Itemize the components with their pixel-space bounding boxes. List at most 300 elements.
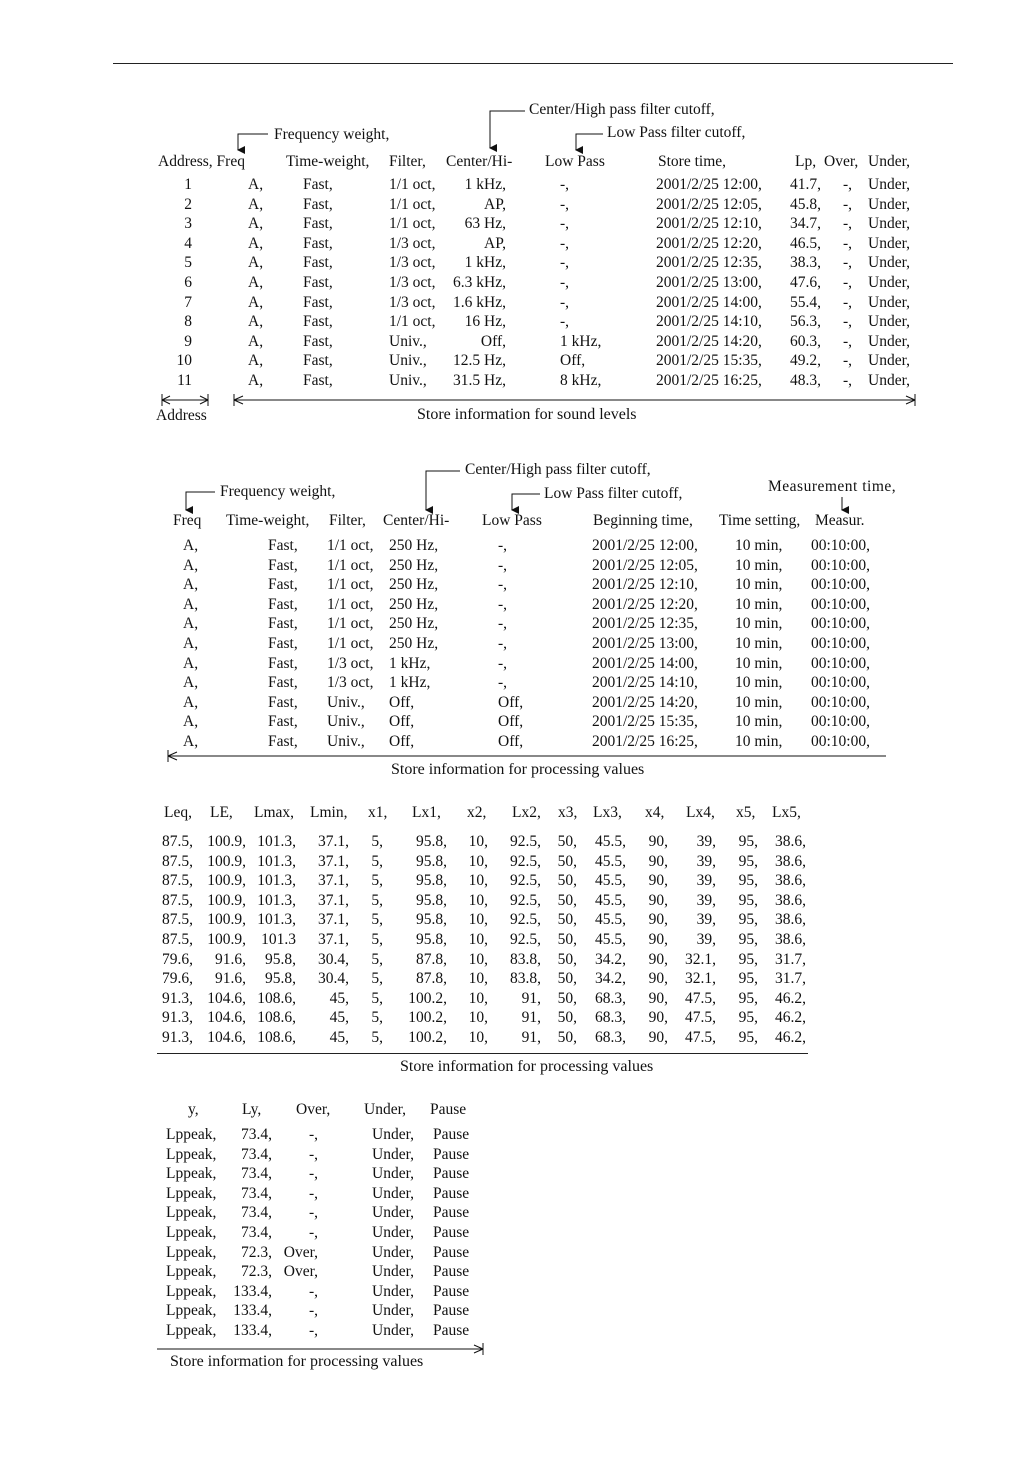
table-cell: -, <box>843 254 853 271</box>
table-cell: 10 min, <box>735 576 783 593</box>
table-cell: 92.5, <box>510 892 541 909</box>
annot-frequency-weight-2: Frequency weight, <box>220 483 336 500</box>
table-cell: Univ., <box>327 713 365 730</box>
table-cell: 31.5 Hz, <box>453 372 506 389</box>
table-cell: 100.9, <box>207 853 246 870</box>
table-cell: Off, <box>560 352 586 369</box>
table-cell: 1 kHz, <box>464 254 506 271</box>
table-cell: 72.3, <box>241 1244 272 1261</box>
table-cell: 00:10:00, <box>811 615 870 632</box>
table-cell: Under, <box>868 372 910 389</box>
table-cell: 8 kHz, <box>560 372 602 389</box>
table-cell: 1/3 oct, <box>327 655 374 672</box>
table-cell: 91.3, <box>162 1009 193 1026</box>
table-cell: 5, <box>371 1009 383 1026</box>
table-cell: 90, <box>648 931 668 948</box>
table-cell: Fast, <box>303 372 333 389</box>
table-cell: 95.8, <box>416 911 447 928</box>
table-cell: 101.3, <box>257 833 296 850</box>
table-cell: 2001/2/25 12:20, <box>656 235 762 252</box>
table-cell: -, <box>843 294 853 311</box>
table-cell: 30.4, <box>318 951 349 968</box>
column-header: Address, Freq <box>158 153 245 170</box>
table-cell: 50, <box>557 1009 577 1026</box>
table-cell: 2001/2/25 12:05, <box>656 196 762 213</box>
table-cell: 90, <box>648 1029 668 1046</box>
table-cell: -, <box>308 1204 318 1221</box>
table-cell: 5, <box>371 931 383 948</box>
table-cell: 2001/2/25 12:10, <box>656 215 762 232</box>
table-cell: 2001/2/25 12:20, <box>592 596 698 613</box>
table-cell: Fast, <box>303 196 333 213</box>
annot-frequency-weight: Frequency weight, <box>274 126 390 143</box>
table-cell: 5, <box>371 833 383 850</box>
table-cell: Over, <box>283 1263 318 1280</box>
table-cell: 95, <box>738 951 758 968</box>
table-cell: 6.3 kHz, <box>453 274 506 291</box>
table-cell: -, <box>498 596 508 613</box>
table-cell: 39, <box>696 931 716 948</box>
table-cell: 79.6, <box>162 970 193 987</box>
sec1-caption: Store information for sound levels <box>417 406 637 423</box>
table-cell: -, <box>560 313 570 330</box>
table-cell: Fast, <box>303 254 333 271</box>
column-header: Lx4, <box>686 804 715 821</box>
column-header: Lmin, <box>310 804 348 821</box>
table-cell: 91.3, <box>162 1029 193 1046</box>
table-cell: -, <box>560 254 570 271</box>
table-cell: -, <box>560 294 570 311</box>
table-cell: 2001/2/25 14:20, <box>592 694 698 711</box>
table-cell: 2001/2/25 12:35, <box>656 254 762 271</box>
table-cell: 10, <box>468 853 488 870</box>
table-cell: A, <box>183 557 199 574</box>
table-cell: 87.5, <box>162 853 193 870</box>
table-cell: 39, <box>696 911 716 928</box>
table-cell: 104.6, <box>207 990 246 1007</box>
table-cell: 45, <box>329 1029 349 1046</box>
table-cell: Pause <box>433 1146 470 1163</box>
table-cell: 73.4, <box>241 1204 272 1221</box>
table-cell: -, <box>843 352 853 369</box>
table-cell: Fast, <box>303 294 333 311</box>
table-cell: 45.5, <box>595 931 626 948</box>
table-cell: -, <box>498 655 508 672</box>
table-cell: 50, <box>557 911 577 928</box>
table-cell: Under, <box>868 352 910 369</box>
table-cell: Over, <box>283 1244 318 1261</box>
table-cell: Under, <box>868 235 910 252</box>
table-cell: 100.9, <box>207 833 246 850</box>
table-cell: 50, <box>557 892 577 909</box>
table-cell: 37.1, <box>318 853 349 870</box>
table-cell: Univ., <box>389 372 427 389</box>
table-cell: 73.4, <box>241 1126 272 1143</box>
column-header: Measur. <box>815 512 865 529</box>
table-cell: 2001/2/25 13:00, <box>656 274 762 291</box>
table-cell: 95, <box>738 1009 758 1026</box>
table-cell: Off, <box>498 694 524 711</box>
table-cell: A, <box>183 733 199 750</box>
table-cell: 45.5, <box>595 911 626 928</box>
table-cell: Under, <box>868 215 910 232</box>
table-cell: Under, <box>372 1126 414 1143</box>
table-cell: -, <box>308 1126 318 1143</box>
table-cell: 4 <box>184 235 192 252</box>
table-cell: Fast, <box>268 694 298 711</box>
table-cell: Off, <box>389 713 415 730</box>
table-cell: A, <box>248 352 264 369</box>
column-header: x5, <box>736 804 756 821</box>
table-cell: 95, <box>738 1029 758 1046</box>
table-cell: Lppeak, <box>166 1185 217 1202</box>
table-cell: -, <box>308 1224 318 1241</box>
table-cell: Fast, <box>303 313 333 330</box>
table-cell: 91, <box>521 990 541 1007</box>
table-cell: 133.4, <box>233 1283 272 1300</box>
table-cell: 91, <box>521 1009 541 1026</box>
table-cell: 100.9, <box>207 872 246 889</box>
table-cell: 1/3 oct, <box>389 274 436 291</box>
table-cell: Pause <box>433 1244 470 1261</box>
table-cell: 68.3, <box>595 1009 626 1026</box>
table-cell: -, <box>498 576 508 593</box>
table-cell: 60.3, <box>790 333 821 350</box>
table-cell: 38.6, <box>775 892 806 909</box>
column-header: x4, <box>645 804 665 821</box>
table-cell: Pause <box>433 1165 470 1182</box>
table-cell: 37.1, <box>318 931 349 948</box>
table-cell: 100.2, <box>408 1009 447 1026</box>
table-cell: Univ., <box>327 733 365 750</box>
table-cell: Fast, <box>268 674 298 691</box>
table-cell: -, <box>843 372 853 389</box>
table-cell: 95, <box>738 911 758 928</box>
column-header: x1, <box>368 804 388 821</box>
table-cell: 101.3 <box>261 931 296 948</box>
table-cell: 1 <box>184 176 192 193</box>
table-cell: 5, <box>371 990 383 1007</box>
table-cell: 45.5, <box>595 833 626 850</box>
table-cell: 00:10:00, <box>811 655 870 672</box>
table-cell: A, <box>248 372 264 389</box>
table-cell: 5, <box>371 872 383 889</box>
table-cell: 10, <box>468 951 488 968</box>
column-header: Center/Hi- <box>446 153 513 170</box>
table-cell: 34.7, <box>790 215 821 232</box>
table-cell: -, <box>308 1185 318 1202</box>
table-cell: 108.6, <box>257 990 296 1007</box>
table-cell: 10 min, <box>735 674 783 691</box>
table-cell: Fast, <box>303 235 333 252</box>
table-cell: 2 <box>184 196 192 213</box>
table-cell: Univ., <box>389 333 427 350</box>
table-cell: 83.8, <box>510 970 541 987</box>
table-cell: A, <box>248 176 264 193</box>
table-cell: Under, <box>372 1283 414 1300</box>
table-cell: 250 Hz, <box>389 576 439 593</box>
table-cell: -, <box>843 176 853 193</box>
column-header: Over, <box>824 153 859 170</box>
table-cell: -, <box>560 215 570 232</box>
table-cell: 90, <box>648 853 668 870</box>
table-cell: 73.4, <box>241 1165 272 1182</box>
table-cell: Under, <box>372 1322 414 1339</box>
table-cell: 10 <box>176 352 192 369</box>
sec3-rule <box>157 1053 808 1054</box>
table-cell: 73.4, <box>241 1185 272 1202</box>
table-cell: 2001/2/25 12:00, <box>656 176 762 193</box>
table-cell: 91.6, <box>215 951 246 968</box>
table-cell: Fast, <box>268 596 298 613</box>
table-cell: 38.6, <box>775 911 806 928</box>
table-cell: 1/1 oct, <box>389 313 436 330</box>
table-cell: 10, <box>468 1029 488 1046</box>
table-cell: 68.3, <box>595 990 626 1007</box>
table-cell: 95.8, <box>416 853 447 870</box>
table-cell: -, <box>308 1165 318 1182</box>
table-cell: 95.8, <box>265 970 296 987</box>
table-cell: 38.6, <box>775 872 806 889</box>
table-cell: Fast, <box>268 655 298 672</box>
table-cell: Under, <box>372 1185 414 1202</box>
table-cell: 250 Hz, <box>389 635 439 652</box>
table-cell: 45, <box>329 990 349 1007</box>
table-cell: 39, <box>696 872 716 889</box>
table-cell: 34.2, <box>595 951 626 968</box>
table-cell: Lppeak, <box>166 1126 217 1143</box>
table-cell: 63 Hz, <box>464 215 506 232</box>
table-cell: 45.5, <box>595 853 626 870</box>
table-cell: A, <box>183 576 199 593</box>
table-cell: 95, <box>738 833 758 850</box>
table-cell: 250 Hz, <box>389 557 439 574</box>
table-cell: A, <box>248 313 264 330</box>
table-cell: 2001/2/25 12:35, <box>592 615 698 632</box>
table-cell: 48.3, <box>790 372 821 389</box>
table-cell: AP, <box>484 196 506 213</box>
table-cell: 90, <box>648 970 668 987</box>
table-cell: 10, <box>468 970 488 987</box>
table-cell: Off, <box>389 733 415 750</box>
table-cell: 90, <box>648 892 668 909</box>
table-cell: 250 Hz, <box>389 615 439 632</box>
column-header: Lx5, <box>772 804 801 821</box>
table-cell: 00:10:00, <box>811 733 870 750</box>
column-header: Under, <box>364 1101 406 1118</box>
table-cell: Off, <box>498 733 524 750</box>
table-cell: 95.8, <box>416 892 447 909</box>
table-cell: 133.4, <box>233 1322 272 1339</box>
table-cell: 1/1 oct, <box>327 557 374 574</box>
table-cell: Lppeak, <box>166 1263 217 1280</box>
annot-center-cutoff: Center/High pass filter cutoff, <box>529 101 715 118</box>
table-cell: 2001/2/25 16:25, <box>592 733 698 750</box>
table-cell: 250 Hz, <box>389 596 439 613</box>
table-cell: 2001/2/25 15:35, <box>656 352 762 369</box>
table-cell: 50, <box>557 990 577 1007</box>
table-cell: Fast, <box>268 576 298 593</box>
table-cell: Under, <box>868 313 910 330</box>
table-cell: 1/3 oct, <box>389 235 436 252</box>
table-cell: 1/1 oct, <box>327 537 374 554</box>
table-cell: 39, <box>696 892 716 909</box>
table-cell: Under, <box>372 1224 414 1241</box>
table-cell: 10 min, <box>735 635 783 652</box>
table-cell: 2001/2/25 14:10, <box>656 313 762 330</box>
table-cell: 1 kHz, <box>389 655 431 672</box>
table-cell: 95, <box>738 853 758 870</box>
table-cell: 31.7, <box>775 951 806 968</box>
table-cell: Pause <box>433 1204 470 1221</box>
table-cell: 32.1, <box>685 970 716 987</box>
column-header: Lp, <box>795 153 817 170</box>
sec3-caption: Store information for processing values <box>400 1058 654 1075</box>
table-cell: Fast, <box>268 537 298 554</box>
table-cell: 00:10:00, <box>811 674 870 691</box>
table-cell: Pause <box>433 1224 470 1241</box>
table-cell: -, <box>843 215 853 232</box>
table-cell: 37.1, <box>318 911 349 928</box>
table-cell: 2001/2/25 15:35, <box>592 713 698 730</box>
table-cell: -, <box>843 333 853 350</box>
table-cell: -, <box>308 1302 318 1319</box>
column-header: Ly, <box>242 1101 262 1118</box>
table-cell: Off, <box>389 694 415 711</box>
table-cell: 91, <box>521 1029 541 1046</box>
table-cell: 1/3 oct, <box>389 254 436 271</box>
table-cell: Under, <box>868 274 910 291</box>
table-cell: 55.4, <box>790 294 821 311</box>
table-cell: 1/1 oct, <box>327 596 374 613</box>
table-cell: 50, <box>557 872 577 889</box>
table-cell: Univ., <box>327 694 365 711</box>
column-header: Lmax, <box>254 804 295 821</box>
table-cell: 47.5, <box>685 1009 716 1026</box>
table-cell: 104.6, <box>207 1029 246 1046</box>
table-cell: 87.5, <box>162 872 193 889</box>
table-cell: 10, <box>468 892 488 909</box>
table-cell: 108.6, <box>257 1009 296 1026</box>
column-header: Filter, <box>389 153 426 170</box>
table-cell: A, <box>248 215 264 232</box>
table-cell: A, <box>183 655 199 672</box>
table-cell: 1/3 oct, <box>327 674 374 691</box>
table-cell: Pause <box>433 1126 470 1143</box>
table-cell: 90, <box>648 951 668 968</box>
table-cell: 83.8, <box>510 951 541 968</box>
table-cell: Fast, <box>268 733 298 750</box>
table-cell: 133.4, <box>233 1302 272 1319</box>
table-cell: 10, <box>468 872 488 889</box>
table-cell: 2001/2/25 14:20, <box>656 333 762 350</box>
table-cell: 50, <box>557 853 577 870</box>
table-cell: 2001/2/25 14:10, <box>592 674 698 691</box>
table-cell: 10, <box>468 911 488 928</box>
address-label: Address <box>156 407 207 424</box>
table-cell: 87.5, <box>162 892 193 909</box>
column-header: y, <box>188 1101 199 1118</box>
table-cell: 87.5, <box>162 833 193 850</box>
table-cell: Pause <box>433 1185 470 1202</box>
table-cell: 32.1, <box>685 951 716 968</box>
table-cell: Univ., <box>389 352 427 369</box>
table-cell: 10, <box>468 931 488 948</box>
table-cell: 95.8, <box>416 833 447 850</box>
table-cell: 73.4, <box>241 1146 272 1163</box>
column-header: Freq <box>173 512 202 529</box>
table-cell: 95.8, <box>416 931 447 948</box>
table-cell: 90, <box>648 990 668 1007</box>
table-cell: 9 <box>184 333 192 350</box>
table-cell: 250 Hz, <box>389 537 439 554</box>
table-cell: Pause <box>433 1302 470 1319</box>
table-cell: 1/1 oct, <box>389 176 436 193</box>
table-cell: A, <box>183 615 199 632</box>
column-header: Store time, <box>658 153 727 170</box>
table-cell: 39, <box>696 853 716 870</box>
table-cell: 108.6, <box>257 1029 296 1046</box>
table-cell: A, <box>183 537 199 554</box>
table-cell: A, <box>248 274 264 291</box>
table-cell: Under, <box>868 196 910 213</box>
table-cell: Lppeak, <box>166 1204 217 1221</box>
table-cell: A, <box>183 635 199 652</box>
table-cell: 95.8, <box>265 951 296 968</box>
table-cell: 37.1, <box>318 872 349 889</box>
table-cell: 95, <box>738 931 758 948</box>
table-cell: Pause <box>433 1322 470 1339</box>
table-cell: Lppeak, <box>166 1302 217 1319</box>
table-cell: 00:10:00, <box>811 596 870 613</box>
table-cell: 5, <box>371 951 383 968</box>
table-cell: 45, <box>329 1009 349 1026</box>
table-cell: 50, <box>557 951 577 968</box>
table-cell: Lppeak, <box>166 1244 217 1261</box>
sec4-caption: Store information for processing values <box>170 1353 424 1370</box>
table-cell: A, <box>248 333 264 350</box>
annot-low-pass-2: Low Pass filter cutoff, <box>544 485 683 502</box>
table-cell: Fast, <box>303 215 333 232</box>
column-header: LE, <box>210 804 233 821</box>
table-cell: 95, <box>738 970 758 987</box>
table-cell: 45.5, <box>595 872 626 889</box>
table-cell: 31.7, <box>775 970 806 987</box>
table-cell: -, <box>560 235 570 252</box>
table-cell: Under, <box>868 176 910 193</box>
table-cell: 56.3, <box>790 313 821 330</box>
column-header: Under, <box>868 153 910 170</box>
table-cell: A, <box>248 254 264 271</box>
table-cell: A, <box>183 694 199 711</box>
table-cell: -, <box>498 635 508 652</box>
table-cell: 50, <box>557 1029 577 1046</box>
table-cell: 2001/2/25 14:00, <box>656 294 762 311</box>
column-header: Low Pass <box>482 512 542 529</box>
table-cell: Fast, <box>303 333 333 350</box>
table-cell: 2001/2/25 16:25, <box>656 372 762 389</box>
table-cell: 10 min, <box>735 733 783 750</box>
table-cell: 45.8, <box>790 196 821 213</box>
column-header: Time setting, <box>719 512 801 529</box>
table-cell: 87.8, <box>416 951 447 968</box>
table-cell: Fast, <box>268 713 298 730</box>
table-cell: 2001/2/25 14:00, <box>592 655 698 672</box>
table-cell: -, <box>843 313 853 330</box>
table-cell: Lppeak, <box>166 1165 217 1182</box>
table-cell: Under, <box>372 1244 414 1261</box>
table-cell: 6 <box>184 274 192 291</box>
